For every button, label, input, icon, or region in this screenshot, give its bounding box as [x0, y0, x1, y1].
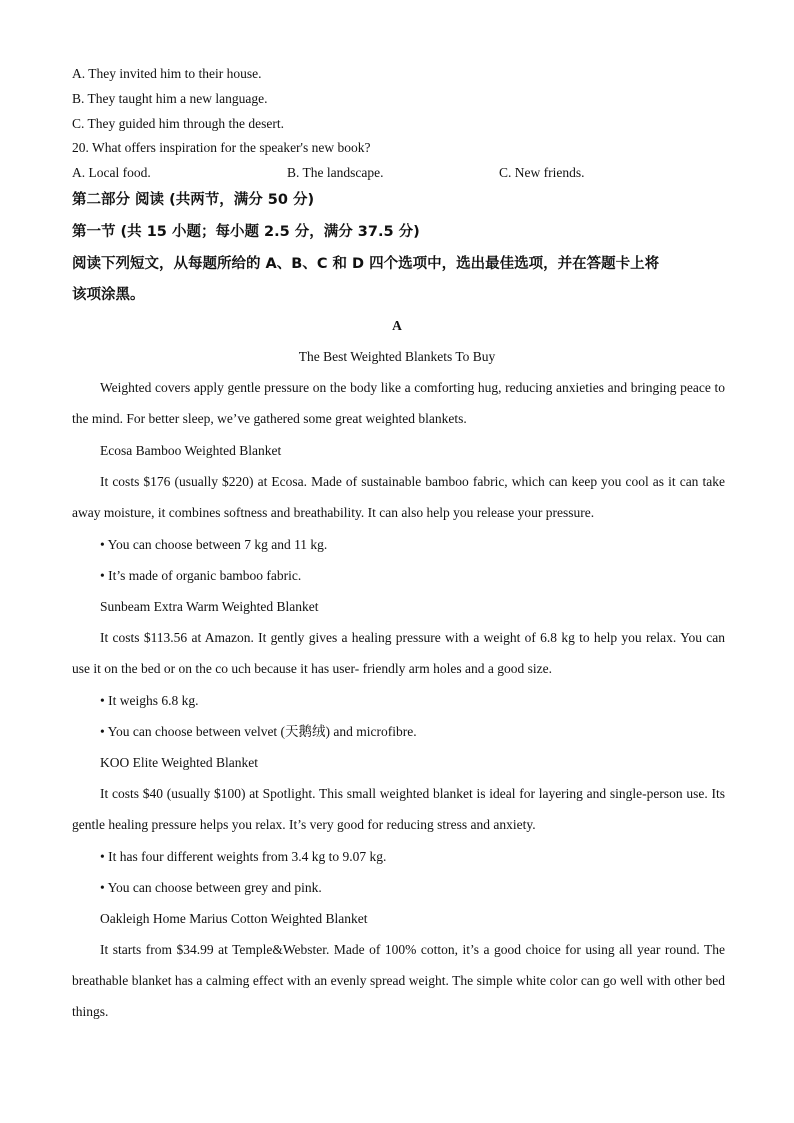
- passage-intro: Weighted covers apply gentle pressure on the body like a comforting hug, reducing anxieties and bringing peace to the mind. For better sleep, we’ve gathered some great weighted blankets.: [72, 380, 725, 426]
- product-1-name: Ecosa Bamboo Weighted Blanket: [100, 443, 282, 458]
- q20-option-b: B. The landscape.: [287, 165, 384, 180]
- q19-option-c: C. They guided him through the desert.: [72, 116, 284, 131]
- section-part2-heading: 第二部分 阅读 (共两节，满分 50 分): [72, 192, 315, 208]
- product-3-bullet-1: • It has four different weights from 3.4 kg to 9.07 kg.: [100, 849, 387, 864]
- product-3-desc: It costs $40 (usually $100) at Spotlight. This small weighted blanket is ideal for layering and single-person use. Its gentle healing pressure helps you relax. It’s very good for reducing stress and anxiety.: [72, 786, 725, 832]
- passage-title: The Best Weighted Blankets To Buy: [298, 349, 496, 364]
- product-4-desc: It starts from $34.99 at Temple&Webster. Made of 100% cotton, it’s a good choice for using all year round. The breathable blanket has a calming effect with an evenly spread weight. The simple white color can go well with other bed things.: [72, 942, 725, 1019]
- q19-option-b: B. They taught him a new language.: [72, 91, 268, 106]
- passage-label: A: [392, 318, 402, 333]
- product-2-name: Sunbeam Extra Warm Weighted Blanket: [100, 599, 319, 614]
- product-3-bullet-2: • You can choose between grey and pink.: [100, 880, 322, 895]
- q20-option-a: A. Local food.: [72, 165, 151, 180]
- product-4-name: Oakleigh Home Marius Cotton Weighted Blanket: [100, 911, 368, 926]
- product-2-desc: It costs $113.56 at Amazon. It gently gives a healing pressure with a weight of 6.8 kg to help you relax. You can use it on the bed or on the co uch because it has user- friendly arm holes and a good size.: [72, 630, 725, 676]
- instructions-line-1: 阅读下列短文，从每题所给的 A、B、C 和 D 四个选项中，选出最佳选项，并在答题卡上将: [72, 256, 660, 272]
- q20-options: [72, 165, 584, 181]
- product-1-desc: It costs $176 (usually $220) at Ecosa. Made of sustainable bamboo fabric, which can keep you cool as it can take away moisture, it combines softness and breathability. It can also help you release your pressure.: [72, 474, 725, 520]
- q19-option-a: A. They invited him to their house.: [72, 66, 262, 81]
- section-1-heading: 第一节 (共 15 小题；每小题 2.5 分，满分 37.5 分): [72, 224, 420, 240]
- product-1-bullet-1: • You can choose between 7 kg and 11 kg.: [100, 537, 328, 552]
- instructions-line-2: 该项涂黑。: [72, 287, 145, 303]
- product-3-name: KOO Elite Weighted Blanket: [100, 755, 259, 770]
- product-2-bullet-1: • It weighs 6.8 kg.: [100, 693, 199, 708]
- product-2-bullet-2: • You can choose between velvet (天鹅绒) and microfibre.: [100, 724, 417, 739]
- product-1-bullet-2: • It’s made of organic bamboo fabric.: [100, 568, 302, 583]
- q20-option-c: C. New friends.: [499, 165, 585, 180]
- q20-question: 20. What offers inspiration for the speaker's new book?: [72, 140, 371, 155]
